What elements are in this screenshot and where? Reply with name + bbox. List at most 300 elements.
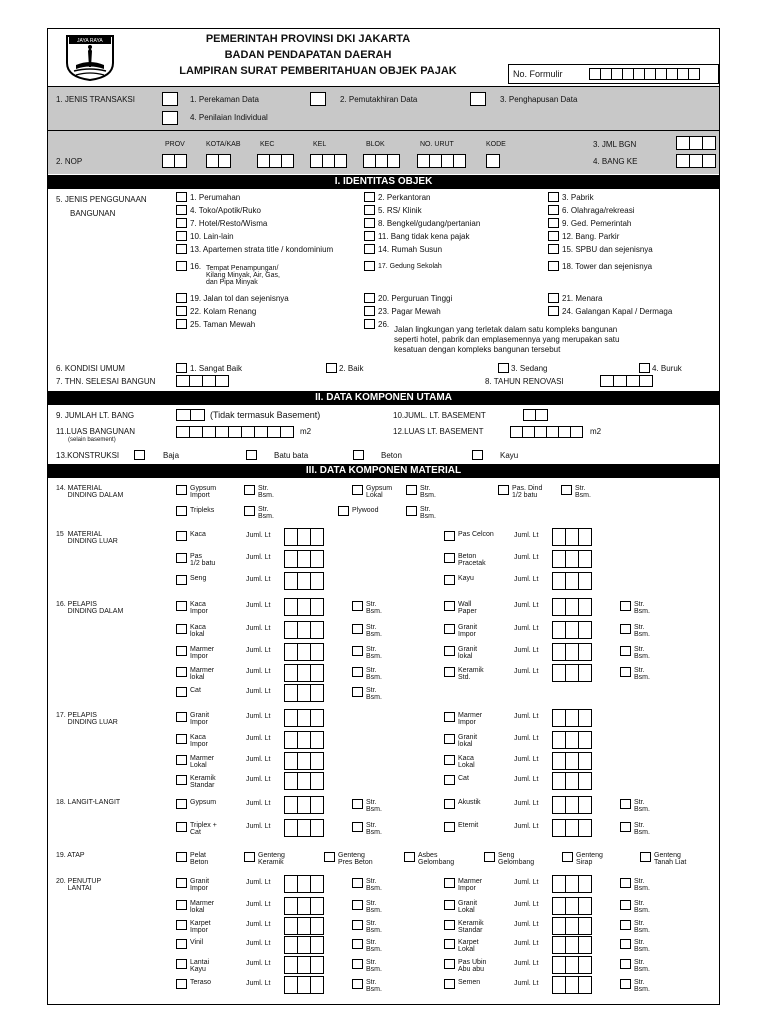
section-identitas-objek: I. IDENTITAS OBJEK — [48, 175, 719, 189]
m20-r-jml-input-1[interactable] — [552, 897, 591, 915]
m14-str-label-4: Str. Bsm. — [420, 506, 436, 520]
usage-option-14: 14. Rumah Susun — [378, 245, 443, 254]
m18-l-str-checkbox-1[interactable] — [352, 822, 363, 832]
m20-l-jml-input-2[interactable] — [284, 917, 323, 935]
m20-l-jml-input-4[interactable] — [284, 956, 323, 974]
m18-l-str-checkbox-0[interactable] — [352, 799, 363, 809]
m20-l-str-checkbox-5[interactable] — [352, 979, 363, 989]
m20-l-jml-label-1: Juml. Lt — [246, 901, 271, 908]
m17-r-checkbox-2[interactable] — [444, 755, 455, 765]
usage-option-20: 20. Perguruan Tinggi — [378, 294, 453, 303]
m20-r-checkbox-0[interactable] — [444, 878, 455, 888]
m19-label-6: Genteng Tanah Liat — [654, 852, 687, 866]
m16-r-jml-input-0[interactable] — [552, 598, 591, 616]
opt-penilaian: 4. Penilaian Individual — [190, 113, 268, 122]
m16-r-str-checkbox-0[interactable] — [620, 601, 631, 611]
thn-selesai-input[interactable] — [176, 375, 228, 387]
m20-r-label-3: Karpet Lokal — [458, 939, 479, 953]
usage-option-19: 19. Jalan tol dan sejenisnya — [190, 294, 289, 303]
m14-item-4[interactable] — [338, 506, 349, 516]
m16-l-jml-label-2: Juml. Lt — [246, 647, 271, 654]
m14-item-label-3: Tripleks — [190, 507, 215, 514]
m17-r-jml-input-2[interactable] — [552, 752, 591, 770]
usage-option-6: 6. Olahraga/rekreasi — [562, 206, 635, 215]
m20-l-jml-input-3[interactable] — [284, 936, 323, 954]
m19-checkbox-2[interactable] — [324, 852, 335, 862]
m15-l-checkbox-0[interactable] — [176, 531, 187, 541]
m20-l-str-checkbox-4[interactable] — [352, 959, 363, 969]
m18-l-str-label-0: Str. Bsm. — [366, 799, 382, 813]
m18-l-checkbox-1[interactable] — [176, 822, 187, 832]
usage-checkbox-5[interactable] — [364, 205, 375, 215]
m17-r-jml-input-0[interactable] — [552, 709, 591, 727]
m20-l-jml-input-5[interactable] — [284, 976, 323, 994]
m20-r-jml-input-5[interactable] — [552, 976, 591, 994]
header-title-3: LAMPIRAN SURAT PEMBERITAHUAN OBJEK PAJAK — [179, 65, 457, 77]
m20-r-jml-input-2[interactable] — [552, 917, 591, 935]
m16-l-str-checkbox-1[interactable] — [352, 624, 363, 634]
m20-l-label-3: Vinil — [190, 939, 204, 946]
m16-r-label-3: Keramik Std. — [458, 667, 484, 681]
konstruksi-baja-checkbox[interactable] — [134, 450, 145, 460]
m18-l-jml-label-0: Juml. Lt — [246, 800, 271, 807]
usage-checkbox-4[interactable] — [176, 205, 187, 215]
jenis-penggunaan-label: 5. JENIS PENGGUNAAN — [56, 195, 147, 204]
header-title-2: BADAN PENDAPATAN DAERAH — [224, 49, 392, 61]
nop-prov-label: PROV — [165, 141, 185, 148]
m16-r-str-checkbox-3[interactable] — [620, 667, 631, 677]
usage-option-26: 26. — [378, 320, 390, 329]
m16-l-checkbox-2[interactable] — [176, 646, 187, 656]
m16-l-checkbox-1[interactable] — [176, 624, 187, 634]
usage-checkbox-19[interactable] — [176, 293, 187, 303]
opt-pemutakhiran-box[interactable] — [310, 92, 326, 106]
usage-option-21: 21. Menara — [562, 294, 603, 303]
m16-r-str-label-3: Str. Bsm. — [634, 667, 650, 681]
m16-l-str-checkbox-3[interactable] — [352, 667, 363, 677]
m14-str-0[interactable] — [244, 485, 255, 495]
m16-r-jml-input-3[interactable] — [552, 664, 591, 682]
m20-r-str-checkbox-1[interactable] — [620, 900, 631, 910]
usage-checkbox-14[interactable] — [364, 244, 375, 254]
m16-l-jml-input-1[interactable] — [284, 621, 323, 639]
m20-r-checkbox-4[interactable] — [444, 959, 455, 969]
m20-l-jml-input-1[interactable] — [284, 897, 323, 915]
usage-checkbox-17[interactable] — [364, 261, 375, 271]
m18-r-checkbox-0[interactable] — [444, 799, 455, 809]
m16-l-jml-input-4[interactable] — [284, 684, 323, 702]
usage-checkbox-25[interactable] — [176, 319, 187, 329]
kondisi-2-checkbox[interactable] — [326, 363, 337, 373]
m18-r-jml-input-0[interactable] — [552, 796, 591, 814]
m20-l-jml-label-4: Juml. Lt — [246, 960, 271, 967]
usage-checkbox-16[interactable] — [176, 261, 187, 271]
m16-label: 16. PELAPIS DINDING DALAM — [56, 601, 124, 615]
kondisi-1-checkbox[interactable] — [176, 363, 187, 373]
m20-l-checkbox-5[interactable] — [176, 979, 187, 989]
logo-text: JAYA RAYA — [77, 38, 103, 44]
m15-r-label-0: Pas Celcon — [458, 531, 494, 538]
m15-r-jml-input-0[interactable] — [552, 528, 591, 546]
m15-l-jml-label-2: Juml. Lt — [246, 576, 271, 583]
m15-label: 15 MATERIAL DINDING LUAR — [56, 531, 118, 545]
m16-l-label-2: Marmer Impor — [190, 646, 215, 660]
m15-l-jml-input-2[interactable] — [284, 572, 323, 590]
m16-r-jml-label-0: Juml. Lt — [514, 602, 539, 609]
m14-label: 14. MATERIAL DINDING DALAM — [56, 485, 124, 499]
luas-basement-input[interactable] — [510, 426, 582, 438]
konstruksi-beton-checkbox[interactable] — [353, 450, 364, 460]
jml-bgn-label: 3. JML BGN — [593, 140, 637, 149]
bang-ke-input[interactable] — [676, 154, 715, 168]
m17-l-jml-input-3[interactable] — [284, 772, 323, 790]
m18-l-label-1: Triplex + Cat — [190, 822, 217, 836]
section-komponen-material: III. DATA KOMPONEN MATERIAL — [48, 464, 719, 478]
m16-l-checkbox-4[interactable] — [176, 687, 187, 697]
usage-option-24: 24. Galangan Kapal / Dermaga — [562, 307, 673, 316]
usage-checkbox-23[interactable] — [364, 306, 375, 316]
nop-kel-input[interactable] — [310, 154, 346, 168]
m16-r-checkbox-1[interactable] — [444, 624, 455, 634]
m19-label-5: Genteng Sirap — [576, 852, 603, 866]
m19-label-1: Genteng Keramik — [258, 852, 285, 866]
m20-r-jml-input-3[interactable] — [552, 936, 591, 954]
usage-option-23: 23. Pagar Mewah — [378, 307, 441, 316]
m17-r-label-1: Granit lokal — [458, 734, 478, 748]
m14-item-3[interactable] — [176, 506, 187, 516]
m17-l-jml-label-2: Juml. Lt — [246, 756, 271, 763]
m20-l-jml-label-3: Juml. Lt — [246, 940, 271, 947]
usage-checkbox-18[interactable] — [548, 261, 559, 271]
m16-r-checkbox-2[interactable] — [444, 646, 455, 656]
m17-l-jml-input-2[interactable] — [284, 752, 323, 770]
m18-r-checkbox-1[interactable] — [444, 822, 455, 832]
usage-option-3: 3. Pabrik — [562, 193, 594, 202]
luas-basement-label: 12.LUAS LT. BASEMENT — [393, 427, 484, 436]
kondisi-2: 2. Baik — [339, 364, 364, 373]
m18-l-str-label-1: Str. Bsm. — [366, 822, 382, 836]
usage-checkbox-12[interactable] — [548, 231, 559, 241]
m17-r-jml-label-3: Juml. Lt — [514, 776, 539, 783]
m16-l-str-label-4: Str. Bsm. — [366, 687, 382, 701]
m20-r-str-checkbox-3[interactable] — [620, 939, 631, 949]
m20-r-label-5: Semen — [458, 979, 481, 986]
m19-label-3: Asbes Gelombang — [418, 852, 455, 866]
konstruksi-kayu-checkbox[interactable] — [472, 450, 483, 460]
m15-r-label-2: Kayu — [458, 575, 474, 582]
m15-l-jml-input-1[interactable] — [284, 550, 323, 568]
jml-basement-input[interactable] — [523, 409, 547, 421]
m19-label: 19. ATAP — [56, 852, 85, 859]
m15-r-jml-input-2[interactable] — [552, 572, 591, 590]
m20-r-jml-input-4[interactable] — [552, 956, 591, 974]
no-formulir-box — [508, 64, 719, 84]
m20-l-checkbox-4[interactable] — [176, 959, 187, 969]
m20-l-str-label-3: Str. Bsm. — [366, 939, 382, 953]
m20-r-label-4: Pas Ubin Abu abu — [458, 959, 487, 973]
usage-checkbox-22[interactable] — [176, 306, 187, 316]
m20-l-str-checkbox-2[interactable] — [352, 920, 363, 930]
m17-l-checkbox-2[interactable] — [176, 755, 187, 765]
m17-l-jml-input-1[interactable] — [284, 731, 323, 749]
opt-perekaman: 1. Perekaman Data — [190, 95, 259, 104]
usage-option-25: 25. Taman Mewah — [190, 320, 256, 329]
m16-r-jml-input-1[interactable] — [552, 621, 591, 639]
usage-option-12: 12. Bang. Parkir — [562, 232, 620, 241]
luas-note: (selain basement) — [68, 437, 116, 443]
konstruksi-batu: Batu bata — [274, 451, 309, 460]
m17-l-jml-input-0[interactable] — [284, 709, 323, 727]
konstruksi-kayu: Kayu — [500, 451, 519, 460]
m20-l-label-1: Marmer lokal — [190, 900, 215, 914]
m2-unit: m2 — [300, 427, 312, 436]
nop-kode-input[interactable] — [486, 154, 499, 168]
m18-l-checkbox-0[interactable] — [176, 799, 187, 809]
m15-r-jml-label-0: Juml. Lt — [514, 532, 539, 539]
m19-checkbox-0[interactable] — [176, 852, 187, 862]
usage-checkbox-20[interactable] — [364, 293, 375, 303]
jenis-transaksi-input[interactable] — [162, 92, 178, 106]
m18-l-jml-input-1[interactable] — [284, 819, 323, 837]
m20-r-str-checkbox-2[interactable] — [620, 920, 631, 930]
m17-l-checkbox-3[interactable] — [176, 775, 187, 785]
m17-r-checkbox-3[interactable] — [444, 775, 455, 785]
usage-option-4: 4. Toko/Apotik/Ruko — [190, 206, 262, 215]
usage-checkbox-21[interactable] — [548, 293, 559, 303]
m18-l-jml-input-0[interactable] — [284, 796, 323, 814]
m14-str-3[interactable] — [244, 506, 255, 516]
m20-l-checkbox-1[interactable] — [176, 900, 187, 910]
usage-option-16: 16. — [190, 262, 202, 271]
m18-r-str-checkbox-0[interactable] — [620, 799, 631, 809]
m17-l-checkbox-1[interactable] — [176, 734, 187, 744]
m15-l-checkbox-2[interactable] — [176, 575, 187, 585]
usage-checkbox-9[interactable] — [548, 218, 559, 228]
m20-r-str-checkbox-4[interactable] — [620, 959, 631, 969]
usage-checkbox-13[interactable] — [176, 244, 187, 254]
m16-r-str-label-0: Str. Bsm. — [634, 601, 650, 615]
m15-l-jml-input-0[interactable] — [284, 528, 323, 546]
m15-r-checkbox-1[interactable] — [444, 553, 455, 563]
m20-r-checkbox-3[interactable] — [444, 939, 455, 949]
nop-blok-label: BLOK — [366, 141, 385, 148]
m16-l-jml-input-0[interactable] — [284, 598, 323, 616]
m17-l-jml-label-1: Juml. Lt — [246, 735, 271, 742]
m18-r-jml-label-0: Juml. Lt — [514, 800, 539, 807]
m20-l-str-checkbox-3[interactable] — [352, 939, 363, 949]
m19-checkbox-1[interactable] — [244, 852, 255, 862]
m16-r-checkbox-3[interactable] — [444, 667, 455, 677]
m16-l-str-checkbox-0[interactable] — [352, 601, 363, 611]
m16-r-label-1: Granit Impor — [458, 624, 478, 638]
m20-l-str-checkbox-0[interactable] — [352, 878, 363, 888]
m17-l-checkbox-0[interactable] — [176, 712, 187, 722]
opt-penilaian-box[interactable] — [162, 111, 178, 125]
konstruksi-baja: Baja — [163, 451, 180, 460]
usage-checkbox-7[interactable] — [176, 218, 187, 228]
m20-l-checkbox-0[interactable] — [176, 878, 187, 888]
jml-bgn-input[interactable] — [676, 136, 715, 150]
m18-r-str-label-0: Str. Bsm. — [634, 799, 650, 813]
m16-l-str-label-1: Str. Bsm. — [366, 624, 382, 638]
m17-r-jml-label-0: Juml. Lt — [514, 713, 539, 720]
nop-nourut-input[interactable] — [417, 154, 465, 168]
m17-r-label-3: Cat — [458, 775, 469, 782]
m17-r-jml-input-1[interactable] — [552, 731, 591, 749]
usage-checkbox-8[interactable] — [364, 218, 375, 228]
usage-option-10: 10. Lain-lain — [190, 232, 234, 241]
m20-l-checkbox-2[interactable] — [176, 920, 187, 930]
m16-l-jml-input-3[interactable] — [284, 664, 323, 682]
nop-kota-input[interactable] — [206, 154, 230, 168]
m16-l-str-checkbox-4[interactable] — [352, 687, 363, 697]
konstruksi-batu-checkbox[interactable] — [246, 450, 257, 460]
m20-r-jml-input-0[interactable] — [552, 875, 591, 893]
usage-option-11: 11. Bang tidak kena pajak — [378, 232, 470, 241]
nop-kode-label: KODE — [486, 141, 506, 148]
m20-r-label-1: Granit Lokal — [458, 900, 478, 914]
m16-r-str-label-1: Str. Bsm. — [634, 624, 650, 638]
jakarta-logo — [64, 33, 116, 81]
m18-r-label-1: Eternit — [458, 822, 479, 829]
m20-l-str-checkbox-1[interactable] — [352, 900, 363, 910]
m20-l-checkbox-3[interactable] — [176, 939, 187, 949]
thn-selesai-label: 7. THN. SELESAI BANGUN — [56, 377, 156, 386]
usage-checkbox-6[interactable] — [548, 205, 559, 215]
m16-r-str-label-2: Str. Bsm. — [634, 646, 650, 660]
m18-r-str-label-1: Str. Bsm. — [634, 822, 650, 836]
m20-r-str-label-1: Str. Bsm. — [634, 900, 650, 914]
usage-checkbox-26[interactable] — [364, 319, 375, 329]
m14-str-2[interactable] — [561, 485, 572, 495]
m17-l-label-3: Keramik Standar — [190, 775, 216, 789]
thn-renovasi-input[interactable] — [600, 375, 652, 387]
m19-checkbox-5[interactable] — [562, 852, 573, 862]
m20-l-str-label-4: Str. Bsm. — [366, 959, 382, 973]
m19-checkbox-6[interactable] — [640, 852, 651, 862]
m16-l-checkbox-0[interactable] — [176, 601, 187, 611]
m18-r-jml-input-1[interactable] — [552, 819, 591, 837]
m19-label-2: Genteng Pres Beton — [338, 852, 373, 866]
m17-r-jml-input-3[interactable] — [552, 772, 591, 790]
m17-l-label-2: Marmer Lokal — [190, 755, 215, 769]
usage-checkbox-1[interactable] — [176, 192, 187, 202]
m19-checkbox-4[interactable] — [484, 852, 495, 862]
usage-checkbox-3[interactable] — [548, 192, 559, 202]
m18-r-str-checkbox-1[interactable] — [620, 822, 631, 832]
m15-r-checkbox-2[interactable] — [444, 575, 455, 585]
m14-item-0[interactable] — [176, 485, 187, 495]
m14-str-1[interactable] — [406, 485, 417, 495]
m16-r-str-checkbox-2[interactable] — [620, 646, 631, 656]
m18-r-jml-label-1: Juml. Lt — [514, 823, 539, 830]
m17-l-label-1: Kaca Impor — [190, 734, 208, 748]
m20-r-jml-label-4: Juml. Lt — [514, 960, 539, 967]
kondisi-3-checkbox[interactable] — [498, 363, 509, 373]
opt-penghapusan-box[interactable] — [470, 92, 486, 106]
m20-r-str-label-5: Str. Bsm. — [634, 979, 650, 993]
m14-item-2[interactable] — [498, 485, 509, 495]
usage-option-9: 9. Ged. Pemerintah — [562, 219, 632, 228]
usage-option-7: 7. Hotel/Resto/Wisma — [190, 219, 268, 228]
usage-checkbox-24[interactable] — [548, 306, 559, 316]
kondisi-4: 4. Buruk — [652, 364, 682, 373]
nop-blok-input[interactable] — [363, 154, 399, 168]
m14-item-1[interactable] — [352, 485, 363, 495]
konstruksi-beton: Beton — [381, 451, 402, 460]
opt-pemutakhiran: 2. Pemutakhiran Data — [340, 95, 418, 104]
m20-r-str-label-4: Str. Bsm. — [634, 959, 650, 973]
m15-r-checkbox-0[interactable] — [444, 531, 455, 541]
m18-r-label-0: Akustik — [458, 799, 481, 806]
jumlah-lt-input[interactable] — [176, 409, 204, 421]
m20-l-jml-label-5: Juml. Lt — [246, 980, 271, 987]
m16-l-str-label-3: Str. Bsm. — [366, 667, 382, 681]
m19-checkbox-3[interactable] — [404, 852, 415, 862]
m20-r-checkbox-2[interactable] — [444, 920, 455, 930]
m20-r-str-label-0: Str. Bsm. — [634, 878, 650, 892]
no-formulir-label: No. Formulir — [513, 69, 563, 79]
nop-kec-input[interactable] — [257, 154, 293, 168]
m16-r-str-checkbox-1[interactable] — [620, 624, 631, 634]
usage-checkbox-15[interactable] — [548, 244, 559, 254]
usage-checkbox-11[interactable] — [364, 231, 375, 241]
m2b-unit: m2 — [590, 427, 602, 436]
m20-r-label-0: Marmer Impor — [458, 878, 483, 892]
konstruksi-label: 13.KONSTRUKSI — [56, 451, 120, 460]
m20-r-checkbox-1[interactable] — [444, 900, 455, 910]
nop-prov-input[interactable] — [162, 154, 186, 168]
m15-l-checkbox-1[interactable] — [176, 553, 187, 563]
usage-checkbox-2[interactable] — [364, 192, 375, 202]
m15-r-jml-input-1[interactable] — [552, 550, 591, 568]
m16-l-jml-input-2[interactable] — [284, 643, 323, 661]
m17-l-jml-label-3: Juml. Lt — [246, 776, 271, 783]
usage-option-13: 13. Apartemen strata title / kondominium — [190, 245, 334, 254]
m16-r-jml-label-3: Juml. Lt — [514, 668, 539, 675]
usage-option-22: 22. Kolam Renang — [190, 307, 257, 316]
m20-r-str-checkbox-5[interactable] — [620, 979, 631, 989]
m17-l-label-0: Granit Impor — [190, 712, 210, 726]
m16-l-str-checkbox-2[interactable] — [352, 646, 363, 656]
m14-str-label-2: Str. Bsm. — [575, 485, 591, 499]
m16-l-str-label-2: Str. Bsm. — [366, 646, 382, 660]
m17-r-checkbox-1[interactable] — [444, 734, 455, 744]
m20-r-checkbox-5[interactable] — [444, 979, 455, 989]
kondisi-1: 1. Sangat Baik — [190, 364, 243, 373]
m16-r-jml-label-1: Juml. Lt — [514, 625, 539, 632]
m16-l-checkbox-3[interactable] — [176, 667, 187, 677]
luas-bangunan-input[interactable] — [176, 426, 293, 438]
m20-l-str-label-1: Str. Bsm. — [366, 900, 382, 914]
m20-l-jml-input-0[interactable] — [284, 875, 323, 893]
m14-item-label-0: Gypsum Import — [190, 485, 217, 499]
m17-l-jml-label-0: Juml. Lt — [246, 713, 271, 720]
no-formulir-input[interactable] — [589, 68, 699, 80]
m14-str-4[interactable] — [406, 506, 417, 516]
m14-item-label-2: Pas. Dind 1/2 batu — [512, 485, 543, 499]
usage-checkbox-10[interactable] — [176, 231, 187, 241]
header-title-1: PEMERINTAH PROVINSI DKI JAKARTA — [205, 33, 411, 45]
m16-r-checkbox-0[interactable] — [444, 601, 455, 611]
m17-r-checkbox-0[interactable] — [444, 712, 455, 722]
kondisi-4-checkbox[interactable] — [639, 363, 650, 373]
nop-label: 2. NOP — [56, 157, 83, 166]
m16-r-jml-input-2[interactable] — [552, 643, 591, 661]
m20-r-jml-label-1: Juml. Lt — [514, 901, 539, 908]
m18-l-label-0: Gypsum — [190, 799, 217, 806]
m20-r-str-checkbox-0[interactable] — [620, 878, 631, 888]
